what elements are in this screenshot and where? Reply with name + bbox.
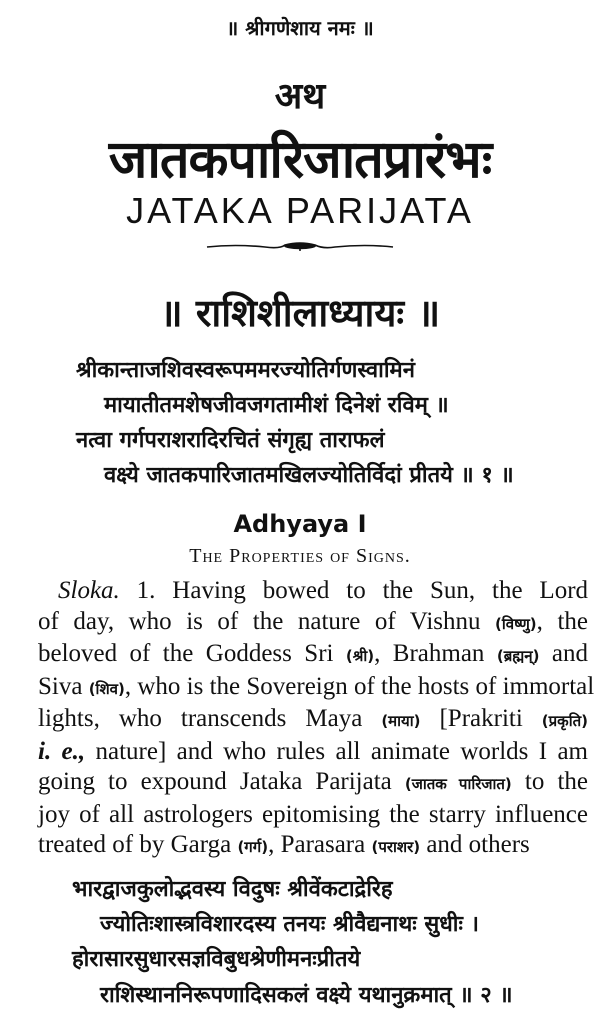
paragraph-line: treated of by Garga (गर्ग), Parasara (पराशर) and others	[38, 831, 530, 858]
sloka-label: Sloka.	[58, 577, 120, 604]
page-title-english: JATAKA PARIJATA	[126, 190, 474, 231]
verse-2-line: होरासारसुधारसज्ञविबुधश्रेणीमनःप्रीतये	[72, 947, 361, 972]
sloka-number: 1.	[136, 577, 156, 604]
adhyaya-heading: Adhyaya I	[233, 510, 367, 538]
invocation: ॥ श्रीगणेशाय नमः ॥	[226, 16, 374, 40]
section-subtitle: The Properties of Signs.	[189, 545, 411, 567]
page-title-devanagari: जातकपारिजातप्रारंभः	[108, 130, 492, 190]
ornamental-divider-icon	[205, 240, 395, 252]
translation-paragraph	[38, 576, 595, 863]
verse-2-line: भारद्वाजकुलोद्भवस्य विदुषः श्रीवेंकटाद्रेरिह	[72, 877, 393, 902]
verse-2-line: ज्योतिःशास्त्रविशारदस्य तनयः श्रीवैद्यनाथः सुधीः ।	[100, 912, 479, 937]
verse-1-line: श्रीकान्ताजशिवस्वरूपममरज्योतिर्गणस्वामिनं	[76, 358, 415, 383]
verse-2-line: राशिस्थाननिरूपणादिसकलं वक्ष्ये यथानुक्रमात् ॥ २ ॥	[100, 983, 513, 1008]
verse-1-line: वक्ष्ये जातकपारिजातमखिलज्योतिर्विदां प्रीतये ॥ १ ॥	[104, 463, 514, 488]
paragraph-line: going to expound Jataka Parijata (जातक पारिजात) to the	[38, 768, 588, 795]
verse-1-line: मायातीतमशेषजीवजगतामीशं दिनेशं रविम् ॥	[104, 393, 449, 418]
paragraph-line: i. e., nature] and who rules all animate worlds I am	[38, 737, 588, 765]
paragraph-line: beloved of the Goddess Sri (श्री), Brahman (ब्रह्मन्) and	[38, 640, 588, 667]
verse-1-line: नत्वा गर्गपराशरादिरचितं संगृह्य ताराफलं	[76, 428, 385, 453]
paragraph-line: Sloka. 1. Having bowed to the Sun, the Lord	[58, 577, 589, 604]
paragraph-line: lights, who transcends Maya (माया) [Prakriti (प्रकृति)	[38, 705, 588, 732]
paragraph-line: Siva (शिव), who is the Sovereign of the hosts of immortal	[38, 672, 595, 700]
paragraph-line: joy of all astrologers epitomising the starry influence	[38, 800, 588, 828]
paragraph-line: of day, who is of the nature of Vishnu (विष्णु), the	[38, 607, 588, 635]
atha-word: अथ	[274, 76, 326, 117]
chapter-heading: ॥ राशिशीलाध्यायः ॥	[159, 291, 441, 335]
